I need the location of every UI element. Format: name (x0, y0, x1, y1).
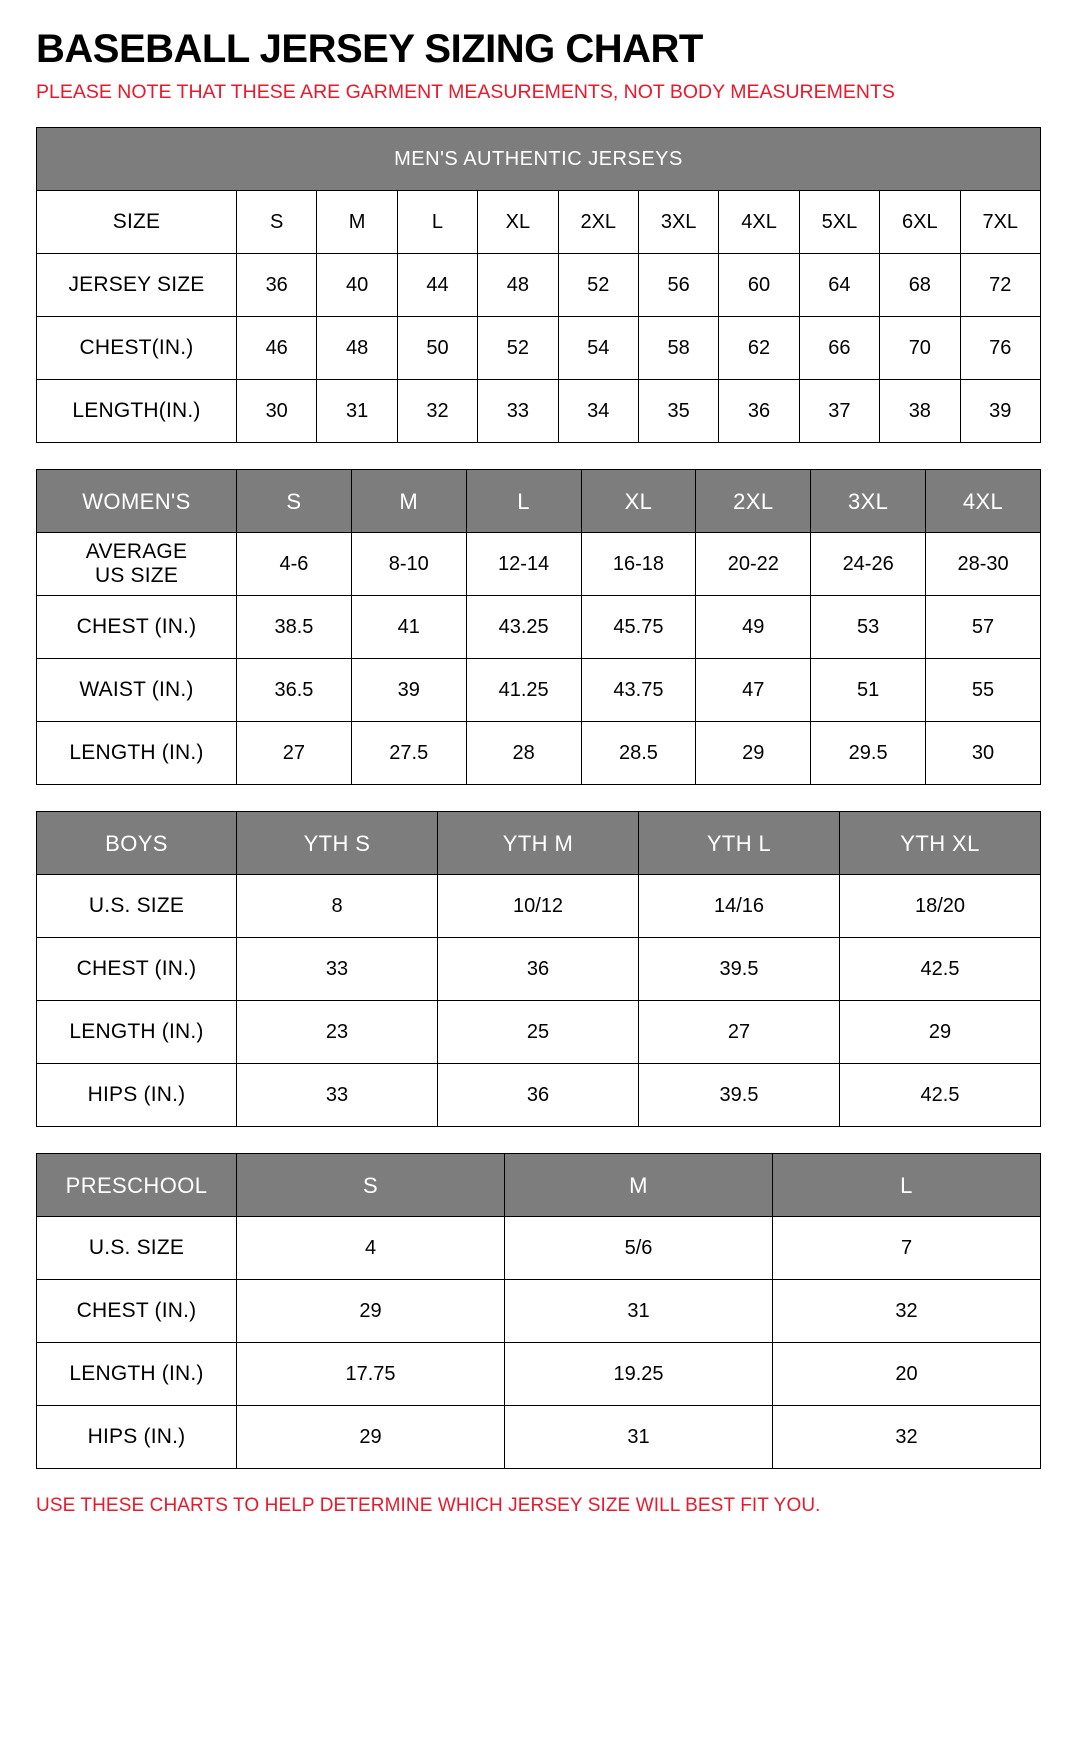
table-row (37, 1064, 1041, 1127)
table-cell: 32 (773, 1280, 1041, 1343)
table-cell: 43.75 (581, 659, 696, 722)
table-row (37, 1406, 1041, 1469)
table-cell: 44 (397, 254, 477, 317)
table-row (37, 1001, 1041, 1064)
table-cell: 33 (478, 380, 558, 443)
mens-size-cell: 2XL (558, 191, 638, 254)
boys-size-cell: YTH M (438, 812, 639, 875)
table-cell: 64 (799, 254, 879, 317)
table-cell: 60 (719, 254, 799, 317)
table-cell: 62 (719, 317, 799, 380)
table-cell: 49 (696, 596, 811, 659)
table-row-sizes (37, 191, 1041, 254)
table-cell: 36 (719, 380, 799, 443)
table-cell: 52 (478, 317, 558, 380)
table-cell: 46 (237, 317, 317, 380)
table-row (37, 380, 1041, 443)
table-cell: 34 (558, 380, 638, 443)
table-cell: 53 (811, 596, 926, 659)
preschool-sizing-table (36, 1153, 1041, 1469)
table-cell: 27 (237, 722, 352, 785)
boys-size-cell: YTH S (237, 812, 438, 875)
row-label: CHEST(IN.) (37, 317, 237, 380)
boys-label: BOYS (37, 812, 237, 875)
row-label: LENGTH (IN.) (37, 1343, 237, 1406)
table-cell: 41.25 (466, 659, 581, 722)
table-cell: 28-30 (926, 533, 1041, 596)
table-cell: 20-22 (696, 533, 811, 596)
mens-size-cell: S (237, 191, 317, 254)
row-label-line1: AVERAGE (85, 540, 188, 564)
mens-size-cell: 6XL (880, 191, 960, 254)
womens-label: WOMEN'S (37, 470, 237, 533)
table-cell: 12-14 (466, 533, 581, 596)
mens-size-cell: 3XL (638, 191, 718, 254)
table-cell: 36 (237, 254, 317, 317)
table-cell: 30 (926, 722, 1041, 785)
row-label: LENGTH (IN.) (37, 722, 237, 785)
table-row-header-band (37, 128, 1041, 191)
table-cell: 8 (237, 875, 438, 938)
row-label: LENGTH (IN.) (37, 1001, 237, 1064)
table-cell: 48 (478, 254, 558, 317)
table-cell: 39 (351, 659, 466, 722)
table-cell: 70 (880, 317, 960, 380)
table-row (37, 317, 1041, 380)
mens-size-cell: 7XL (960, 191, 1040, 254)
row-label: CHEST (IN.) (37, 596, 237, 659)
womens-size-cell: L (466, 470, 581, 533)
table-cell: 51 (811, 659, 926, 722)
table-cell: 28 (466, 722, 581, 785)
boys-sizing-table (36, 811, 1041, 1127)
table-cell: 5/6 (505, 1217, 773, 1280)
table-cell: 28.5 (581, 722, 696, 785)
table-cell: 29 (237, 1280, 505, 1343)
table-cell: 29.5 (811, 722, 926, 785)
table-cell: 52 (558, 254, 638, 317)
table-cell: 8-10 (351, 533, 466, 596)
womens-size-cell: S (237, 470, 352, 533)
row-label: HIPS (IN.) (37, 1064, 237, 1127)
table-cell: 31 (317, 380, 397, 443)
table-cell: 19.25 (505, 1343, 773, 1406)
table-row (37, 722, 1041, 785)
table-cell: 56 (638, 254, 718, 317)
row-label-line2: US SIZE (94, 564, 179, 588)
table-cell: 68 (880, 254, 960, 317)
table-row (37, 1343, 1041, 1406)
table-cell: 50 (397, 317, 477, 380)
table-cell: 55 (926, 659, 1041, 722)
table-cell: 33 (237, 938, 438, 1001)
table-cell: 32 (773, 1406, 1041, 1469)
row-label: CHEST (IN.) (37, 1280, 237, 1343)
table-cell: 29 (840, 1001, 1041, 1064)
boys-size-cell: YTH XL (840, 812, 1041, 875)
table-cell: 16-18 (581, 533, 696, 596)
table-cell: 4 (237, 1217, 505, 1280)
table-cell: 41 (351, 596, 466, 659)
womens-size-cell: 2XL (696, 470, 811, 533)
table-cell: 36 (438, 938, 639, 1001)
table-row (37, 533, 1041, 596)
row-label: JERSEY SIZE (37, 254, 237, 317)
table-cell: 47 (696, 659, 811, 722)
table-row-header (37, 470, 1041, 533)
table-cell: 38 (880, 380, 960, 443)
mens-size-cell: XL (478, 191, 558, 254)
table-cell: 42.5 (840, 1064, 1041, 1127)
mens-size-cell: 5XL (799, 191, 879, 254)
table-cell: 40 (317, 254, 397, 317)
table-cell: 39.5 (639, 1064, 840, 1127)
mens-band-title: MEN'S AUTHENTIC JERSEYS (37, 128, 1041, 191)
womens-size-cell: 3XL (811, 470, 926, 533)
row-label: WAIST (IN.) (37, 659, 237, 722)
womens-size-cell: XL (581, 470, 696, 533)
table-cell: 27 (639, 1001, 840, 1064)
table-cell: 18/20 (840, 875, 1041, 938)
table-cell: 72 (960, 254, 1040, 317)
table-cell: 23 (237, 1001, 438, 1064)
table-cell: 33 (237, 1064, 438, 1127)
table-cell: 36 (438, 1064, 639, 1127)
table-cell: 7 (773, 1217, 1041, 1280)
mens-size-cell: L (397, 191, 477, 254)
row-label: U.S. SIZE (37, 1217, 237, 1280)
womens-sizing-table (36, 469, 1041, 785)
preschool-size-cell: M (505, 1154, 773, 1217)
table-cell: 14/16 (639, 875, 840, 938)
table-cell: 29 (237, 1406, 505, 1469)
row-label: CHEST (IN.) (37, 938, 237, 1001)
mens-size-cell: 4XL (719, 191, 799, 254)
table-row (37, 254, 1041, 317)
table-cell: 31 (505, 1406, 773, 1469)
row-label: LENGTH(IN.) (37, 380, 237, 443)
boys-size-cell: YTH L (639, 812, 840, 875)
table-cell: 37 (799, 380, 879, 443)
table-cell: 35 (638, 380, 718, 443)
womens-size-cell: M (351, 470, 466, 533)
footer-note: USE THESE CHARTS TO HELP DETERMINE WHICH JERSEY SIZE WILL BEST FIT YOU. (36, 1495, 821, 1517)
table-cell: 27.5 (351, 722, 466, 785)
mens-sizing-table (36, 127, 1041, 443)
table-cell: 43.25 (466, 596, 581, 659)
table-cell: 58 (638, 317, 718, 380)
table-row (37, 938, 1041, 1001)
table-cell: 20 (773, 1343, 1041, 1406)
table-cell: 57 (926, 596, 1041, 659)
preschool-size-cell: S (237, 1154, 505, 1217)
row-label (37, 533, 237, 596)
table-cell: 32 (397, 380, 477, 443)
table-cell: 39.5 (639, 938, 840, 1001)
table-cell: 66 (799, 317, 879, 380)
womens-size-cell: 4XL (926, 470, 1041, 533)
table-row (37, 1280, 1041, 1343)
table-cell: 30 (237, 380, 317, 443)
table-cell: 39 (960, 380, 1040, 443)
mens-size-label: SIZE (37, 191, 237, 254)
table-cell: 17.75 (237, 1343, 505, 1406)
table-row (37, 1217, 1041, 1280)
table-cell: 25 (438, 1001, 639, 1064)
mens-size-cell: M (317, 191, 397, 254)
table-cell: 36.5 (237, 659, 352, 722)
row-label: U.S. SIZE (37, 875, 237, 938)
table-cell: 42.5 (840, 938, 1041, 1001)
table-cell: 31 (505, 1280, 773, 1343)
page-title: BASEBALL JERSEY SIZING CHART (36, 27, 703, 71)
garment-measurement-note: PLEASE NOTE THAT THESE ARE GARMENT MEASUREMENTS, NOT BODY MEASUREMENTS (36, 81, 895, 103)
table-cell: 48 (317, 317, 397, 380)
preschool-label: PRESCHOOL (37, 1154, 237, 1217)
table-cell: 54 (558, 317, 638, 380)
table-cell: 4-6 (237, 533, 352, 596)
table-row-header (37, 812, 1041, 875)
table-row (37, 659, 1041, 722)
row-label: HIPS (IN.) (37, 1406, 237, 1469)
table-cell: 38.5 (237, 596, 352, 659)
table-row (37, 875, 1041, 938)
table-cell: 10/12 (438, 875, 639, 938)
table-cell: 76 (960, 317, 1040, 380)
table-cell: 24-26 (811, 533, 926, 596)
table-row-header (37, 1154, 1041, 1217)
table-row (37, 596, 1041, 659)
table-cell: 29 (696, 722, 811, 785)
table-cell: 45.75 (581, 596, 696, 659)
preschool-size-cell: L (773, 1154, 1041, 1217)
